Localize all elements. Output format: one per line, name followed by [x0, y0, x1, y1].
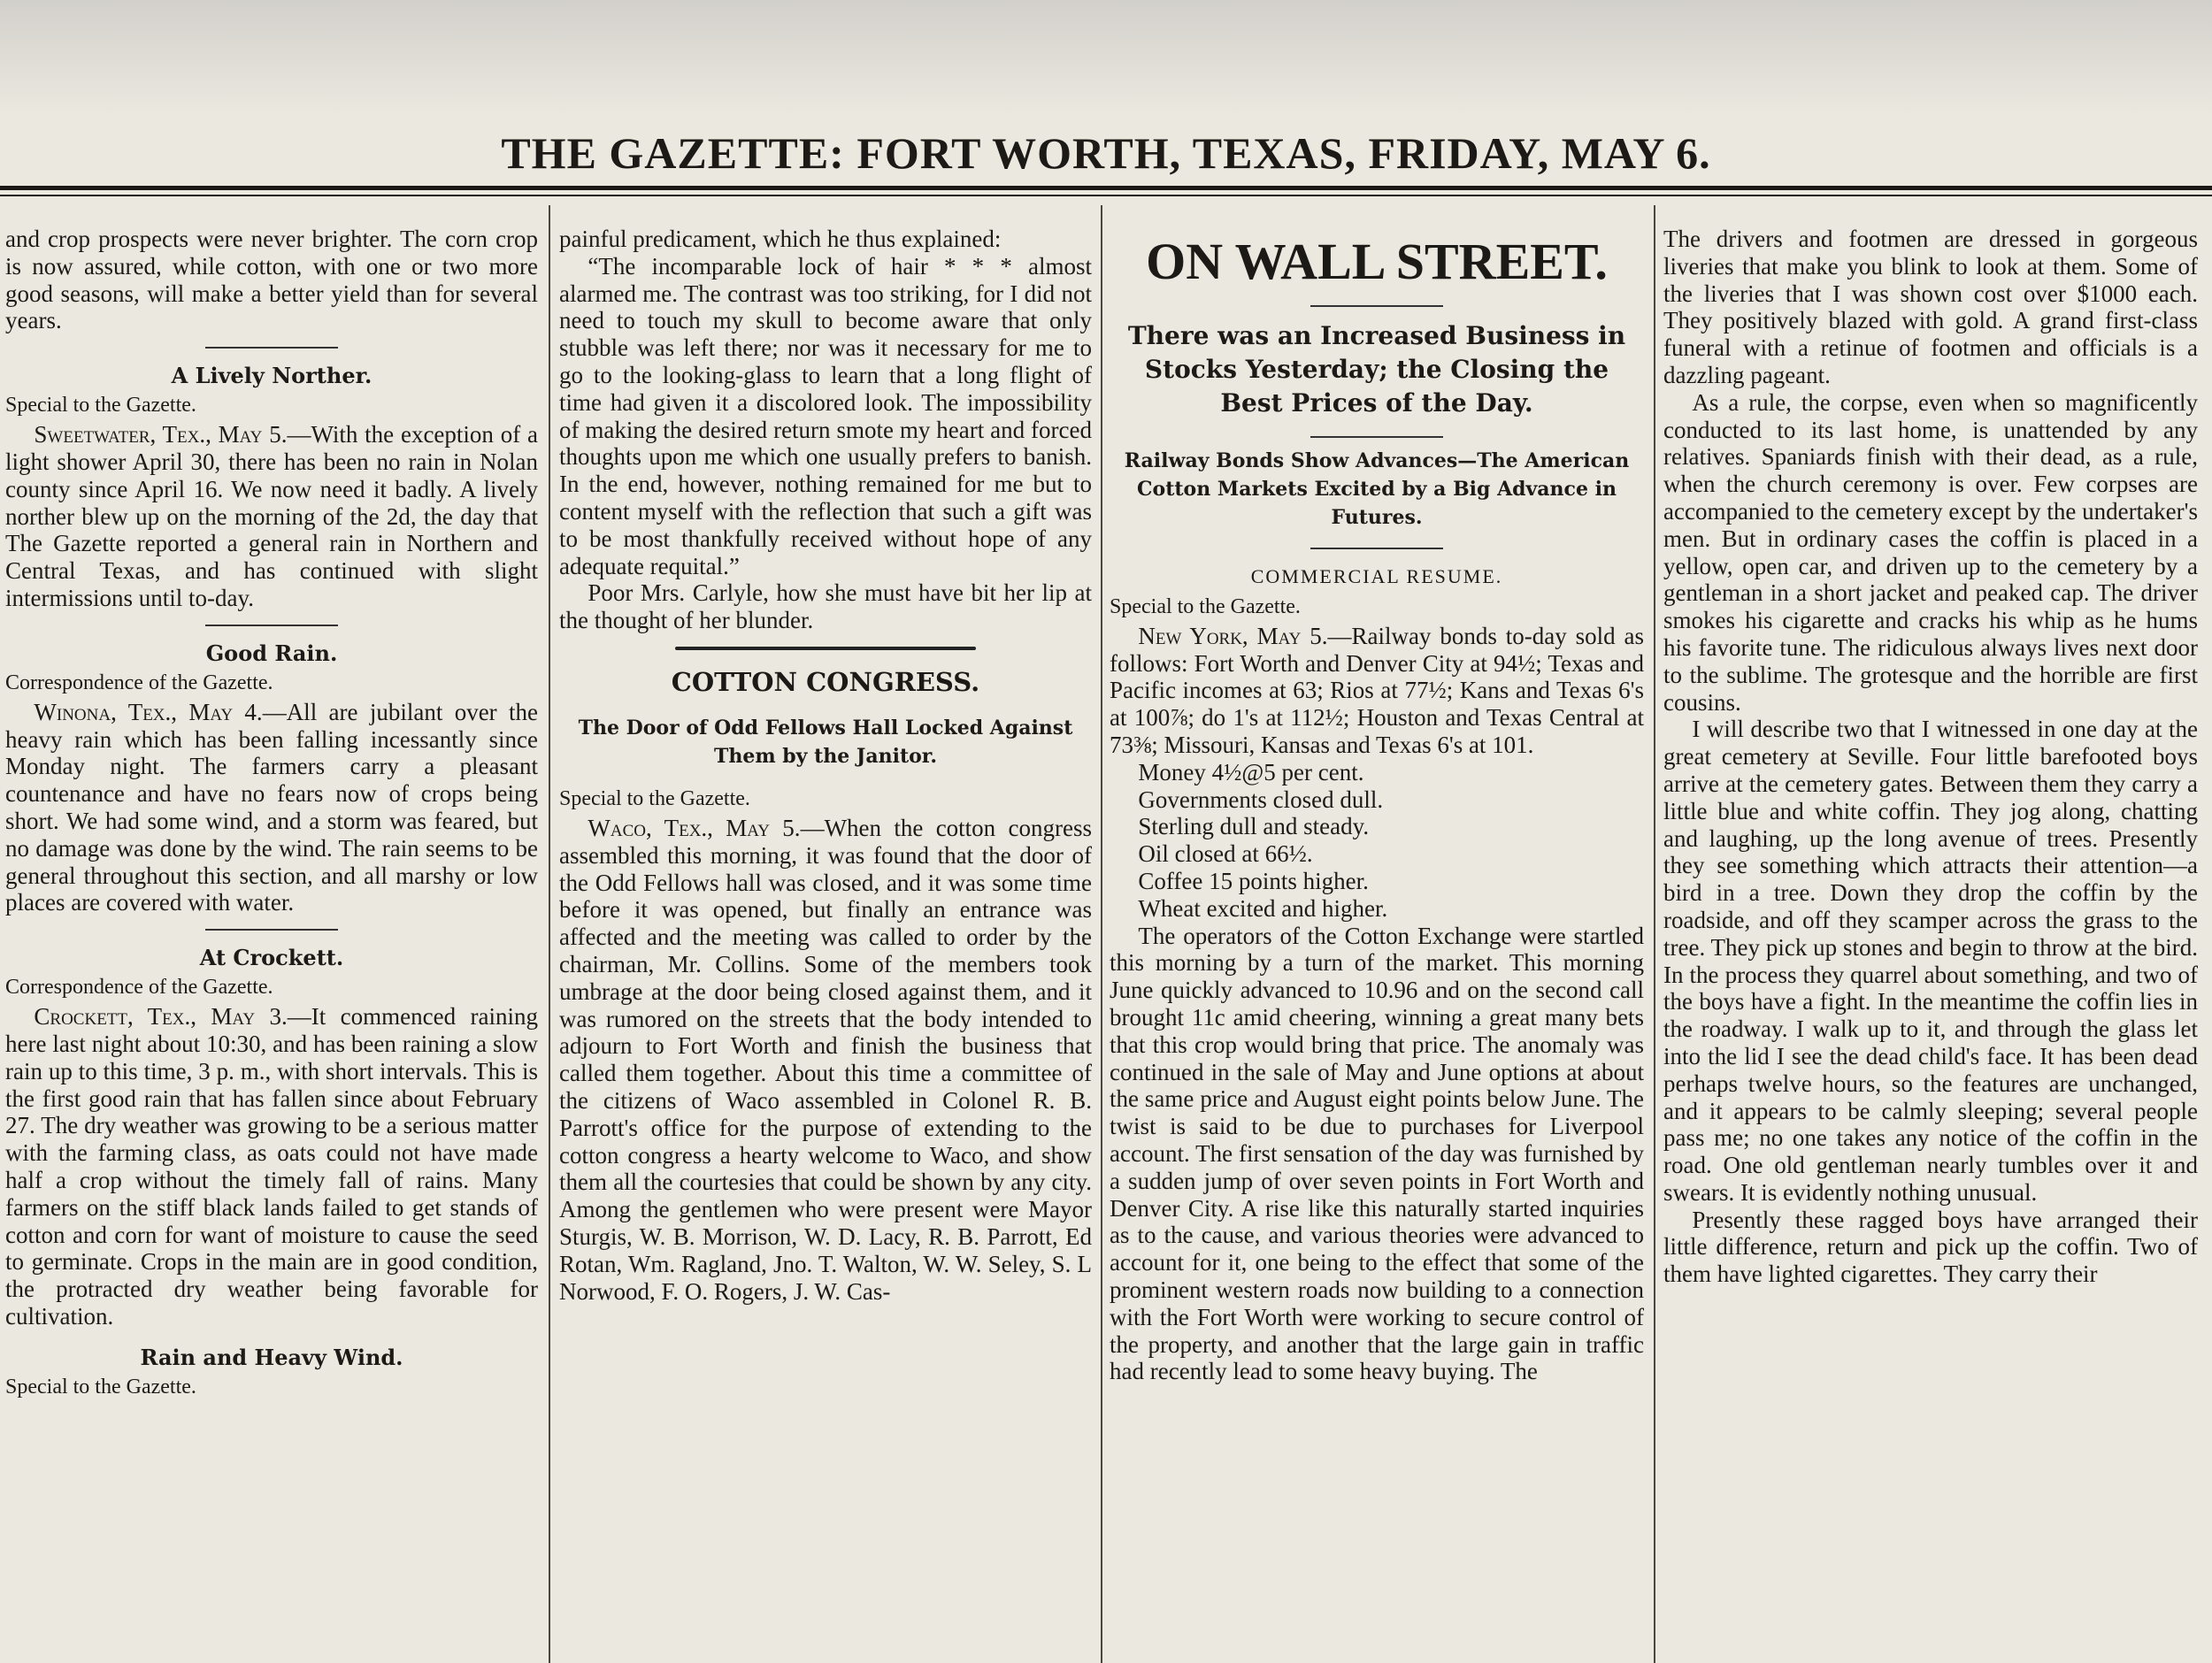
article-text: I will describe two that I witnessed in one day at the great cemetery at Seville. Four little barefooted boys arrive at the cemetery gates. Between them they carry a little blue and white coffin. They jog along, chatting and laughing, up the long avenue of trees. Presently they see something which attracts their attention—a bird in a tree. Down they drop the coffin by the roadside, and off they scamper across the grass to the tree. They pick up stones and begin to throw at the bird. In the process they quarrel about something, and two of the boys have a fight. In the meantime the coffin lies in the roadway. I walk up to it, and through the glass let into the lid I see the dead child's face. It has been dead perhaps twelve hours, so the features are unchanged, and it appears to be calmly sleeping; several people pass me; no one takes any notice of the coffin in the road. One old gentleman nearly tumbles over it and swears. It is evidently nothing unusual. [1663, 716, 2198, 1206]
column-3 [1110, 226, 1644, 1663]
column-4 [1663, 226, 2198, 1663]
article-headline: At Crockett. [199, 945, 344, 971]
article-text: “The incomparable lock of hair * * * almost alarmed me. The contrast was too striking, for I did not need to touch my skull to become aware that only stubble was left there; nor was it necessary for me to go to the looking-glass to learn that a long flight of time had given it a discolored look. The impossibility of making the desired return smote my heart and forced thoughts upon me which one usually prefers to banish. In the end, however, nothing remained for me but to content myself with the reflection that such a gift was to be most thankfully received without hope of any adequate requital.” [559, 252, 1092, 579]
article-credit: Special to the Gazette. [5, 1375, 196, 1399]
article-headline: COTTON CONGRESS. [671, 666, 980, 697]
article-body: —With the exception of a light shower April 30, there has been no rain in Nolan county since April 16. We now need it badly. A lively norther blew up on the morning of the 2d, the day that The Gazette reported a general rain in Northern and Central Texas, and has continued with slight intermissions until to-day. [5, 421, 538, 611]
market-line: Coffee 15 points higher. [1138, 867, 1369, 894]
article-credit: Correspondence of the Gazette. [5, 976, 273, 1000]
article-deck: There was an Increased Business in Stocks Yesterday; the Closing the Best Prices of the Day. [1127, 321, 1626, 418]
column-divider [1101, 205, 1102, 1663]
column-divider [1654, 205, 1655, 1663]
article-rule [205, 929, 338, 931]
article-text: painful predicament, which he thus explained: [559, 226, 1002, 252]
article-headline: ON WALL STREET. [1146, 233, 1608, 290]
masthead-rule-thin [0, 195, 2212, 196]
article-text: and crop prospects were never brighter. The corn crop is now assured, while cotton, with one or two more good seasons, will make a better yield than for several years. [5, 226, 538, 334]
article-text: Presently these ragged boys have arranged their little difference, return and pick up the coffin. Two of them have lighted cigarettes. They carry their [1663, 1206, 2198, 1288]
column-1 [5, 226, 538, 1663]
scan-margin [0, 0, 2212, 115]
article-headline: A Lively Norther. [171, 363, 373, 389]
column-2 [559, 226, 1092, 1663]
market-line: Sterling dull and steady. [1138, 813, 1370, 840]
article-body: —All are jubilant over the heavy rain which has been falling incessantly since Monday night. The farmers carry a pleasant countenance and have no fears now of crops being short. We had some wind, and a storm was feared, but no damage was done by the wind. The rain seems to be general throughout this section, and all marshy or low places are covered with water. [5, 698, 538, 916]
dateline: Sweetwater, Tex., May 5. [34, 421, 288, 448]
article-body: —Railway bonds to-day sold as follows: Fort Worth and Denver City at 94½; Texas and Pacific incomes at 63; Rios at 77½; Kans and Texas 6's at 100⅞; do 1's at 112½; Houston and Texas Central at 73⅜; Missouri, Kansas and Texas 6's at 101. [1110, 622, 1644, 758]
article-credit: Correspondence of the Gazette. [5, 671, 273, 694]
article-body: —When the cotton congress assembled this morning, it was found that the door of the Odd Fellows hall was closed, and it was some time before it was opened, but finally an entrance was affected and the meeting was called to order by the chairman, Mr. Collins. Some of the members took umbrage at the door being closed against them, and it was rumored on the streets that the body intended to adjourn to Fort Worth and finish the business that called them together. About this time a committee of the citizens of Waco assembled in Colonel R. B. Parrott's office for the purpose of extending to the cotton congress a hearty welcome to Waco, and show them all the courtesies that could be shown by any city. Among the gentlemen who were present were Mayor Sturgis, W. B. Morrison, W. D. Lacy, R. B. Parrott, Ed Rotan, Wm. Ragland, Jno. T. Walton, W. W. Seley, S. L Norwood, F. O. Rogers, J. W. Cas- [559, 814, 1092, 1305]
market-line: Money 4½@5 per cent. [1138, 758, 1364, 786]
market-line: Wheat excited and higher. [1138, 894, 1388, 922]
article-rule [1310, 436, 1443, 438]
article-headline: Rain and Heavy Wind. [140, 1344, 403, 1370]
article-deck: The Door of Odd Fellows Hall Locked Against Them by the Janitor. [578, 716, 1073, 768]
dateline: Crockett, Tex., May 3. [34, 1003, 288, 1031]
article-text: The drivers and footmen are dressed in gorgeous liveries that make you blink to look at them. Some of the liveries that I was shown cost over $1000 each. They positively blazed with gold. A grand first-class funeral with a retinue of footmen and officials is a dazzling pageant. [1663, 226, 2198, 388]
article-text: Poor Mrs. Carlyle, how she must have bit her lip at the thought of her blunder. [559, 579, 1092, 634]
article-text [5, 421, 538, 612]
column-divider [549, 205, 550, 1663]
article-text [1110, 623, 1644, 759]
masthead-rule [0, 186, 2212, 190]
dateline: Winona, Tex., May 4. [34, 698, 263, 725]
section-label: COMMERCIAL RESUME. [1250, 565, 1503, 587]
article-text: The operators of the Cotton Exchange were startled this morning by a turn of the market. This morning June quickly advanced to 10.96 and on the second call brought 11c amid cheering, winning a great many bets that this crop would bring that price. The anomaly was continued in the sale of May and June options at about the same price and August eight points below June. The twist is said to be due to purchases for Liverpool account. The first sensation of the day was furnished by a sudden jump of over seven points in Fort Worth and Denver City. A rise like this naturally started inquiries as to the cause, and various theories were advanced to account for it, one being to the effect that some of the prominent western roads now building to a connection with the Fort Worth were working to secure control of the property, and another that the large gain in traffic had recently lead to some heavy buying. The [1110, 922, 1644, 1385]
article-body: —It commenced raining here last night about 10:30, and has been raining a slow rain up to this time, 3 p. m., with short intervals. This is the first good rain that has fallen since about February 27. The dry weather was growing to be a serious matter with the farming class, as oats could not have made half a crop without the timely fall of rains. Many farmers on the stiff black lands failed to get stands of cotton and corn for want of moisture to cause the seed to germinate. Crops in the main are in good condition, the protracted dry weather being favorable for cultivation. [5, 1003, 538, 1330]
article-rule [1310, 305, 1443, 307]
market-line: Governments closed dull. [1138, 786, 1384, 813]
article-credit: Special to the Gazette. [5, 394, 196, 418]
section-divider [675, 647, 976, 650]
article-text: As a rule, the corpse, even when so magnificently conducted to its last home, is unattended by any relatives. Spaniards finish with their dead, as a rule, when the church ceremony is over. Few corpses are accompanied to the cemetery except by the undertaker's men. But in ordinary cases the coffin is placed in a yellow, open car, and driven up to the cemetery by a gentleman in a short jacket and peaked cap. The driver smokes his cigarette and cracks his whip as he hums his favorite tune. The ridiculous always lives next door to the sublime. The grotesque and the horrible are first cousins. [1663, 388, 2198, 716]
article-text [5, 699, 538, 916]
article-text [559, 815, 1092, 1305]
masthead: THE GAZETTE: FORT WORTH, TEXAS, FRIDAY, MAY 6. [501, 128, 1711, 178]
article-credit: Special to the Gazette. [559, 786, 750, 810]
market-line: Oil closed at 66½. [1138, 840, 1313, 868]
article-headline: Good Rain. [205, 640, 338, 666]
article-subdeck: Railway Bonds Show Advances—The American Cotton Markets Excited by a Big Advance in Futures. [1124, 449, 1630, 529]
article-text [5, 1003, 538, 1330]
article-rule [205, 625, 338, 626]
dateline: Waco, Tex., May 5. [588, 814, 801, 841]
article-credit: Special to the Gazette. [1110, 594, 1301, 618]
article-rule [205, 347, 338, 349]
article-rule [1310, 548, 1443, 549]
dateline: New York, May 5. [1138, 622, 1328, 649]
